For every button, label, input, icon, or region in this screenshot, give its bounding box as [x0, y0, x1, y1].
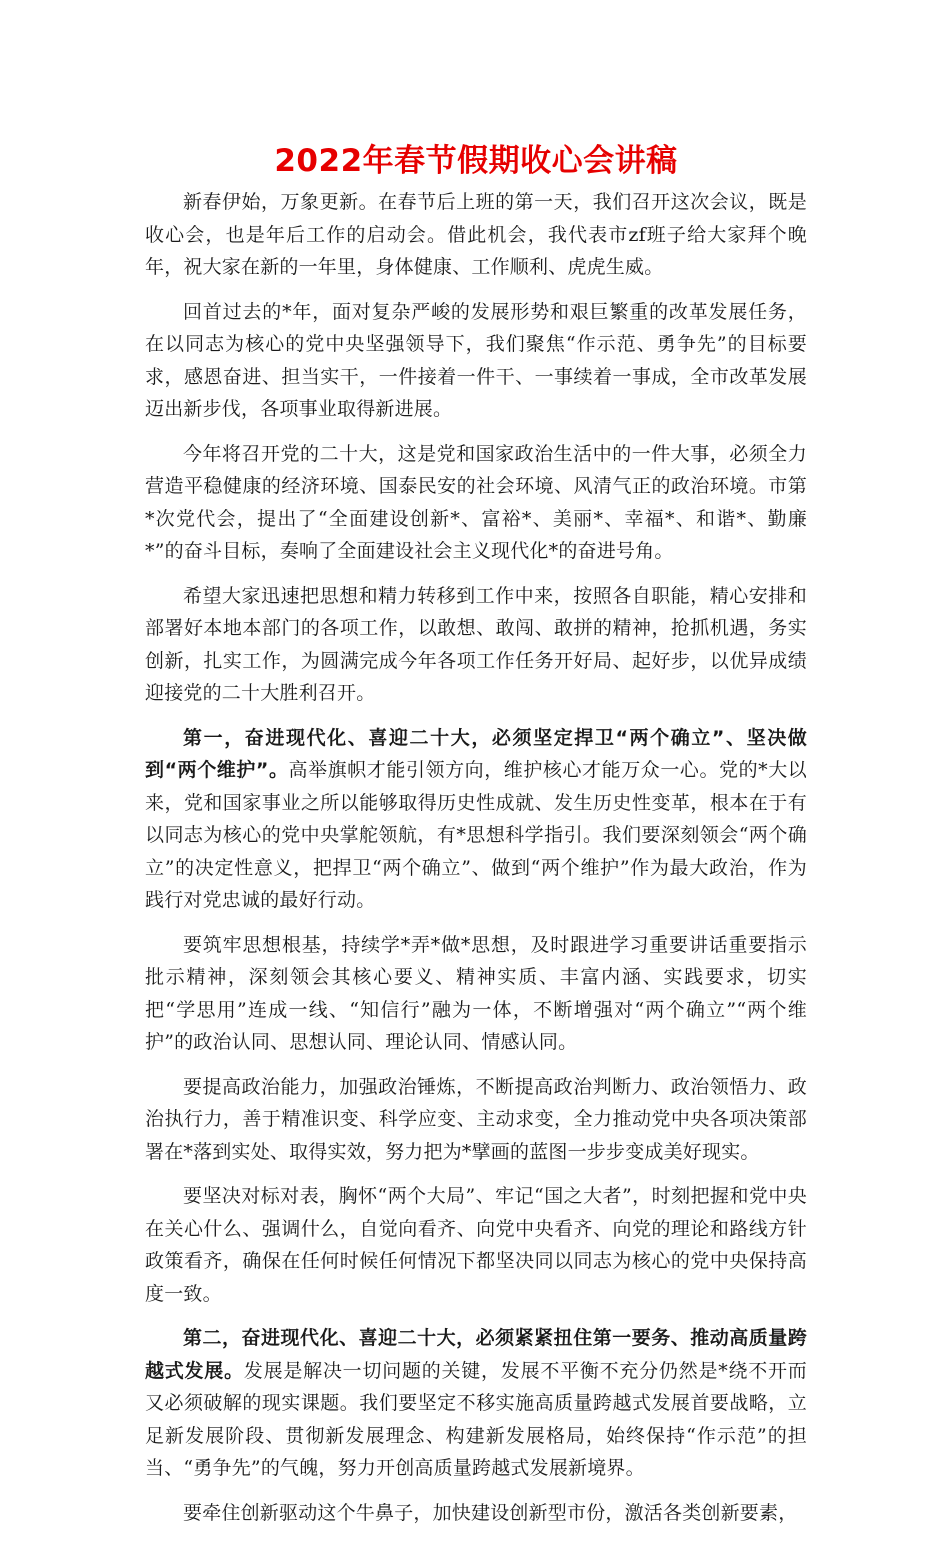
paragraph-10	[145, 1497, 807, 1530]
document-title: 2022年春节假期收心会讲稿	[274, 143, 678, 179]
paragraph-text: 要提高政治能力，加强政治锤炼，不断提高政治判断力、政治领悟力、政治执行力，善于精准识变、科学应变、主动求变，全力推动党中央各项决策部署在*落到实处、取得实效，努力把为*擘画的蓝图一步步变成美好现实。	[145, 1075, 807, 1163]
paragraph-text: 新春伊始，万象更新。在春节后上班的第一天，我们召开这次会议，既是收心会，也是年后工作的启动会。借此机会，我代表市zf班子给大家拜个晚年，祝大家在新的一年里，身体健康、工作顺利、虎虎生威。	[145, 191, 807, 278]
paragraph-8	[145, 1180, 807, 1310]
paragraph-text: 要牵住创新驱动这个牛鼻子，加快建设创新型市份，激活各类创新要素，	[183, 1501, 798, 1524]
paragraph-3	[145, 438, 807, 568]
paragraph-lead-bold: 第二，奋进现代化、喜迎二十大，必须紧紧扭住第一要务、推动高质量跨越式发展。	[145, 1327, 807, 1382]
paragraph-lead-bold: 第一，奋进现代化、喜迎二十大，必须坚定捍卫“两个确立”、坚决做到“两个维护”。	[145, 726, 807, 781]
paragraph-text: 要筑牢思想根基，持续学*弄*做*思想，及时跟进学习重要讲话重要指示批示精神，深刻领会其核心要义、精神实质、丰富内涵、实践要求，切实把“学思用”连成一线、“知信行”融为一体，不断增强对“两个确立”“两个维护”的政治认同、思想认同、理论认同、情感认同。	[145, 933, 807, 1053]
paragraph-text: 高举旗帜才能引领方向，维护核心才能万众一心。党的*大以来，党和国家事业之所以能够取得历史性成就、发生历史性变革，根本在于有以同志为核心的党中央掌舵领航，有*思想科学指引。我们要深刻领会“两个确立”的决定性意义，把捍卫“两个确立”、做到“两个维护”作为最大政治，作为践行对党忠诚的最好行动。	[145, 759, 808, 911]
paragraph-9	[145, 1322, 807, 1485]
paragraph-text: 希望大家迅速把思想和精力转移到工作中来，按照各自职能，精心安排和部署好本地本部门的各项工作，以敢想、敢闯、敢拼的精神，抢抓机遇，务实创新，扎实工作，为圆满完成今年各项工作任务开好局、起好步，以优异成绩迎接党的二十大胜利召开。	[145, 584, 807, 704]
paragraph-text: 要坚决对标对表，胸怀“两个大局”、牢记“国之大者”，时刻把握和党中央在关心什么、强调什么，自觉向看齐、向党中央看齐、向党的理论和路线方针政策看齐，确保在任何时候任何情况下都坚决同以同志为核心的党中央保持高度一致。	[145, 1185, 807, 1305]
paragraph-4	[145, 580, 807, 710]
paragraph-text: 回首过去的*年，面对复杂严峻的发展形势和艰巨繁重的改革发展任务，在以同志为核心的党中央坚强领导下，我们聚焦“作示范、勇争先”的目标要求，感恩奋进、担当实干，一件接着一件干、一事续着一事成，全市改革发展迈出新步伐，各项事业取得新进展。	[145, 300, 807, 420]
document-page	[145, 138, 807, 1541]
paragraph-7	[145, 1071, 807, 1169]
paragraph-text: 发展是解决一切问题的关键，发展不平衡不充分仍然是*绕不开而又必须破解的现实课题。我们要坚定不移实施高质量跨越式发展首要战略，立足新发展阶段、贯彻新发展理念、构建新发展格局，始终保持“作示范”的担当、“勇争先”的气魄，努力开创高质量跨越式发展新境界。	[145, 1359, 807, 1479]
paragraph-2	[145, 296, 807, 426]
paragraph-6	[145, 929, 807, 1059]
paragraph-5	[145, 722, 807, 917]
paragraph-text: 今年将召开党的二十大，这是党和国家政治生活中的一件大事，必须全力营造平稳健康的经济环境、国泰民安的社会环境、风清气正的政治环境。市第*次党代会，提出了“全面建设创新*、富裕*、美丽*、幸福*、和谐*、勤廉*”的奋斗目标，奏响了全面建设社会主义现代化*的奋进号角。	[145, 442, 807, 562]
paragraph-1	[145, 186, 807, 284]
